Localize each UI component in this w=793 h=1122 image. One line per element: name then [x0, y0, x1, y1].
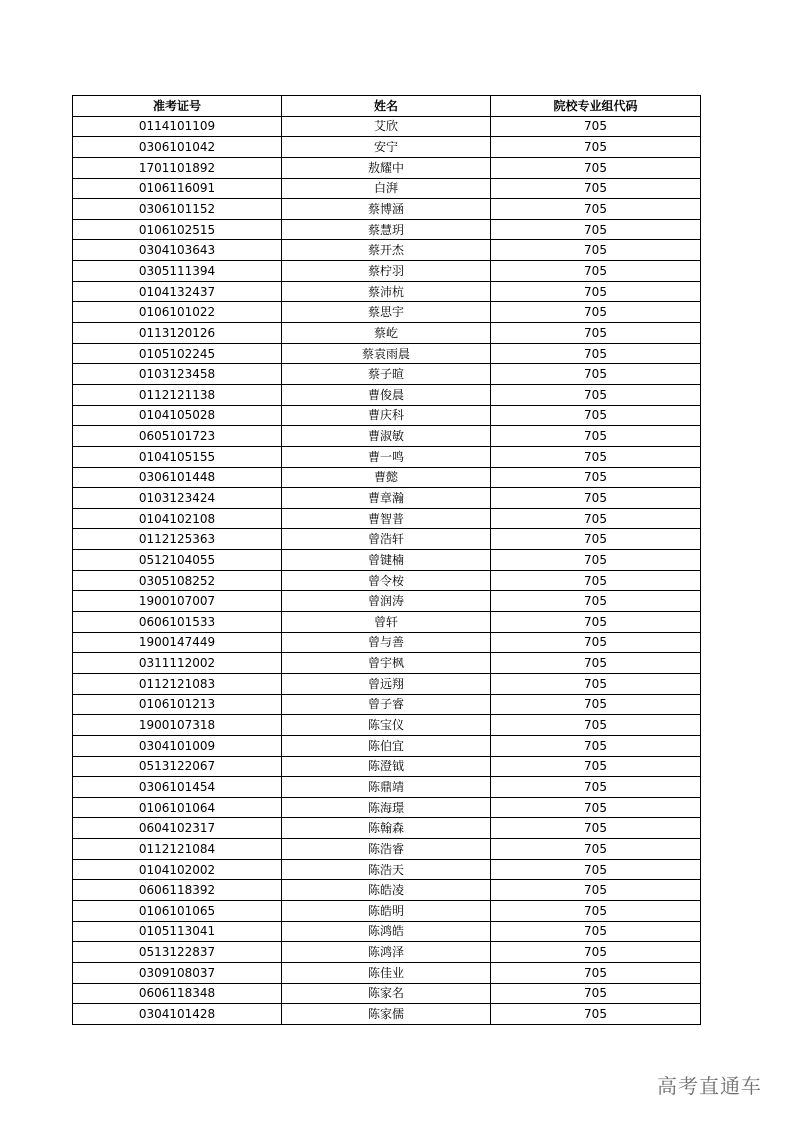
- cell-group-code: 705: [491, 446, 701, 467]
- cell-name: 蔡沛杭: [282, 281, 491, 302]
- cell-group-code: 705: [491, 735, 701, 756]
- cell-name: 曾与善: [282, 632, 491, 653]
- cell-exam-id: 0513122067: [73, 756, 282, 777]
- cell-name: 陈皓明: [282, 900, 491, 921]
- cell-group-code: 705: [491, 818, 701, 839]
- table-row: [73, 508, 701, 529]
- cell-exam-id: 0112125363: [73, 529, 282, 550]
- table-row: [73, 261, 701, 282]
- cell-group-code: 705: [491, 880, 701, 901]
- cell-group-code: 705: [491, 508, 701, 529]
- cell-name: 陈佳业: [282, 962, 491, 983]
- cell-name: 陈浩睿: [282, 839, 491, 860]
- table-row: [73, 157, 701, 178]
- cell-name: 曾宇枫: [282, 653, 491, 674]
- cell-group-code: 705: [491, 116, 701, 137]
- cell-exam-id: 0104105155: [73, 446, 282, 467]
- cell-name: 曾轩: [282, 612, 491, 633]
- cell-group-code: 705: [491, 529, 701, 550]
- cell-group-code: 705: [491, 219, 701, 240]
- cell-name: 白湃: [282, 178, 491, 199]
- cell-name: 安宁: [282, 137, 491, 158]
- table-row: [73, 550, 701, 571]
- table-row: [73, 735, 701, 756]
- cell-exam-id: 0104102108: [73, 508, 282, 529]
- table-row: [73, 570, 701, 591]
- cell-name: 陈皓凌: [282, 880, 491, 901]
- cell-group-code: 705: [491, 405, 701, 426]
- table-header: [73, 96, 701, 117]
- cell-group-code: 705: [491, 302, 701, 323]
- cell-exam-id: 0606118392: [73, 880, 282, 901]
- cell-group-code: 705: [491, 364, 701, 385]
- cell-name: 陈家名: [282, 983, 491, 1004]
- cell-name: 蔡慧玥: [282, 219, 491, 240]
- table-row: [73, 488, 701, 509]
- cell-exam-id: 0105102245: [73, 343, 282, 364]
- table-row: [73, 405, 701, 426]
- cell-group-code: 705: [491, 137, 701, 158]
- cell-exam-id: 0304101009: [73, 735, 282, 756]
- cell-name: 蔡子暄: [282, 364, 491, 385]
- cell-exam-id: 0106101064: [73, 797, 282, 818]
- cell-exam-id: 0114101109: [73, 116, 282, 137]
- table-row: [73, 178, 701, 199]
- cell-name: 陈翰森: [282, 818, 491, 839]
- table-row: [73, 591, 701, 612]
- table-row: [73, 219, 701, 240]
- cell-name: 曹一鸣: [282, 446, 491, 467]
- cell-name: 陈浩天: [282, 859, 491, 880]
- cell-group-code: 705: [491, 839, 701, 860]
- cell-exam-id: 0106101065: [73, 900, 282, 921]
- table-row: [73, 1004, 701, 1025]
- cell-exam-id: 1900107007: [73, 591, 282, 612]
- cell-group-code: 705: [491, 550, 701, 571]
- table-row: [73, 756, 701, 777]
- table-row: [73, 343, 701, 364]
- table-row: [73, 426, 701, 447]
- cell-exam-id: 0606118348: [73, 983, 282, 1004]
- cell-exam-id: 0306101454: [73, 777, 282, 798]
- cell-group-code: 705: [491, 323, 701, 344]
- cell-group-code: 705: [491, 632, 701, 653]
- table-row: [73, 839, 701, 860]
- cell-name: 曹章瀚: [282, 488, 491, 509]
- table-row: [73, 777, 701, 798]
- cell-group-code: 705: [491, 715, 701, 736]
- cell-name: 曹俊晨: [282, 384, 491, 405]
- table-row: [73, 364, 701, 385]
- cell-group-code: 705: [491, 1004, 701, 1025]
- cell-exam-id: 0106101022: [73, 302, 282, 323]
- cell-exam-id: 1900147449: [73, 632, 282, 653]
- table-row: [73, 632, 701, 653]
- cell-exam-id: 0304101428: [73, 1004, 282, 1025]
- cell-name: 艾欣: [282, 116, 491, 137]
- table-row: [73, 384, 701, 405]
- cell-exam-id: 0306101152: [73, 199, 282, 220]
- cell-group-code: 705: [491, 199, 701, 220]
- table-row: [73, 715, 701, 736]
- table-row: [73, 529, 701, 550]
- cell-group-code: 705: [491, 488, 701, 509]
- cell-name: 曾令桉: [282, 570, 491, 591]
- cell-group-code: 705: [491, 384, 701, 405]
- cell-exam-id: 0106101213: [73, 694, 282, 715]
- cell-exam-id: 0305108252: [73, 570, 282, 591]
- cell-name: 陈宝仪: [282, 715, 491, 736]
- table-row: [73, 859, 701, 880]
- cell-name: 陈家儒: [282, 1004, 491, 1025]
- table-row: [73, 694, 701, 715]
- table-row: [73, 467, 701, 488]
- table-row: [73, 942, 701, 963]
- cell-group-code: 705: [491, 921, 701, 942]
- cell-group-code: 705: [491, 653, 701, 674]
- cell-exam-id: 0112121083: [73, 673, 282, 694]
- cell-group-code: 705: [491, 591, 701, 612]
- header-group-code: 院校专业组代码: [491, 96, 701, 117]
- cell-exam-id: 0306101448: [73, 467, 282, 488]
- cell-name: 曹淑敏: [282, 426, 491, 447]
- cell-name: 曹智普: [282, 508, 491, 529]
- cell-name: 曹庆科: [282, 405, 491, 426]
- cell-name: 曾浩轩: [282, 529, 491, 550]
- table-body: [73, 116, 701, 1024]
- table-row: [73, 199, 701, 220]
- cell-name: 陈鸿泽: [282, 942, 491, 963]
- cell-group-code: 705: [491, 900, 701, 921]
- cell-group-code: 705: [491, 157, 701, 178]
- cell-name: 曾键楠: [282, 550, 491, 571]
- cell-exam-id: 0512104055: [73, 550, 282, 571]
- cell-group-code: 705: [491, 777, 701, 798]
- cell-group-code: 705: [491, 797, 701, 818]
- cell-exam-id: 0104132437: [73, 281, 282, 302]
- table-row: [73, 673, 701, 694]
- table-row: [73, 302, 701, 323]
- cell-exam-id: 0112121084: [73, 839, 282, 860]
- cell-exam-id: 0605101723: [73, 426, 282, 447]
- cell-group-code: 705: [491, 178, 701, 199]
- cell-exam-id: 0113120126: [73, 323, 282, 344]
- cell-exam-id: 0103123424: [73, 488, 282, 509]
- cell-name: 陈澄钺: [282, 756, 491, 777]
- cell-name: 蔡柠羽: [282, 261, 491, 282]
- cell-group-code: 705: [491, 261, 701, 282]
- cell-name: 陈鼎靖: [282, 777, 491, 798]
- cell-group-code: 705: [491, 694, 701, 715]
- table-row: [73, 323, 701, 344]
- cell-exam-id: 0112121138: [73, 384, 282, 405]
- cell-group-code: 705: [491, 240, 701, 261]
- cell-exam-id: 0104105028: [73, 405, 282, 426]
- table-row: [73, 653, 701, 674]
- cell-name: 曹懿: [282, 467, 491, 488]
- table-row: [73, 797, 701, 818]
- cell-exam-id: 0106102515: [73, 219, 282, 240]
- cell-group-code: 705: [491, 673, 701, 694]
- cell-name: 陈海璟: [282, 797, 491, 818]
- cell-name: 陈鸿皓: [282, 921, 491, 942]
- watermark-text: 高考直通车: [657, 1074, 762, 1098]
- cell-name: 曾润涛: [282, 591, 491, 612]
- cell-name: 蔡袁雨晨: [282, 343, 491, 364]
- cell-exam-id: 0104102002: [73, 859, 282, 880]
- cell-name: 敖耀中: [282, 157, 491, 178]
- cell-exam-id: 0305111394: [73, 261, 282, 282]
- cell-exam-id: 0513122837: [73, 942, 282, 963]
- table-row: [73, 818, 701, 839]
- cell-exam-id: 0103123458: [73, 364, 282, 385]
- cell-group-code: 705: [491, 859, 701, 880]
- table-row: [73, 612, 701, 633]
- cell-name: 蔡思宇: [282, 302, 491, 323]
- table-row: [73, 116, 701, 137]
- cell-group-code: 705: [491, 343, 701, 364]
- cell-exam-id: 0105113041: [73, 921, 282, 942]
- header-exam-id: 准考证号: [73, 96, 282, 117]
- table-row: [73, 962, 701, 983]
- admission-table: [72, 95, 701, 1025]
- cell-name: 蔡开杰: [282, 240, 491, 261]
- cell-name: 曾子睿: [282, 694, 491, 715]
- header-name: 姓名: [282, 96, 491, 117]
- table-row: [73, 900, 701, 921]
- cell-group-code: 705: [491, 612, 701, 633]
- table-row: [73, 921, 701, 942]
- cell-group-code: 705: [491, 983, 701, 1004]
- cell-group-code: 705: [491, 962, 701, 983]
- admission-table-container: [72, 95, 700, 1025]
- cell-exam-id: 0311112002: [73, 653, 282, 674]
- cell-name: 蔡屹: [282, 323, 491, 344]
- cell-exam-id: 0304103643: [73, 240, 282, 261]
- table-row: [73, 880, 701, 901]
- cell-group-code: 705: [491, 942, 701, 963]
- cell-exam-id: 0309108037: [73, 962, 282, 983]
- header-row: [73, 96, 701, 117]
- table-row: [73, 240, 701, 261]
- cell-name: 蔡博涵: [282, 199, 491, 220]
- cell-exam-id: 0306101042: [73, 137, 282, 158]
- table-row: [73, 281, 701, 302]
- table-row: [73, 137, 701, 158]
- cell-exam-id: 0604102317: [73, 818, 282, 839]
- cell-exam-id: 1900107318: [73, 715, 282, 736]
- table-row: [73, 983, 701, 1004]
- table-row: [73, 446, 701, 467]
- cell-exam-id: 0606101533: [73, 612, 282, 633]
- cell-group-code: 705: [491, 756, 701, 777]
- cell-group-code: 705: [491, 281, 701, 302]
- cell-group-code: 705: [491, 467, 701, 488]
- cell-name: 陈伯宜: [282, 735, 491, 756]
- cell-exam-id: 0106116091: [73, 178, 282, 199]
- cell-group-code: 705: [491, 570, 701, 591]
- cell-group-code: 705: [491, 426, 701, 447]
- cell-name: 曾远翔: [282, 673, 491, 694]
- cell-exam-id: 1701101892: [73, 157, 282, 178]
